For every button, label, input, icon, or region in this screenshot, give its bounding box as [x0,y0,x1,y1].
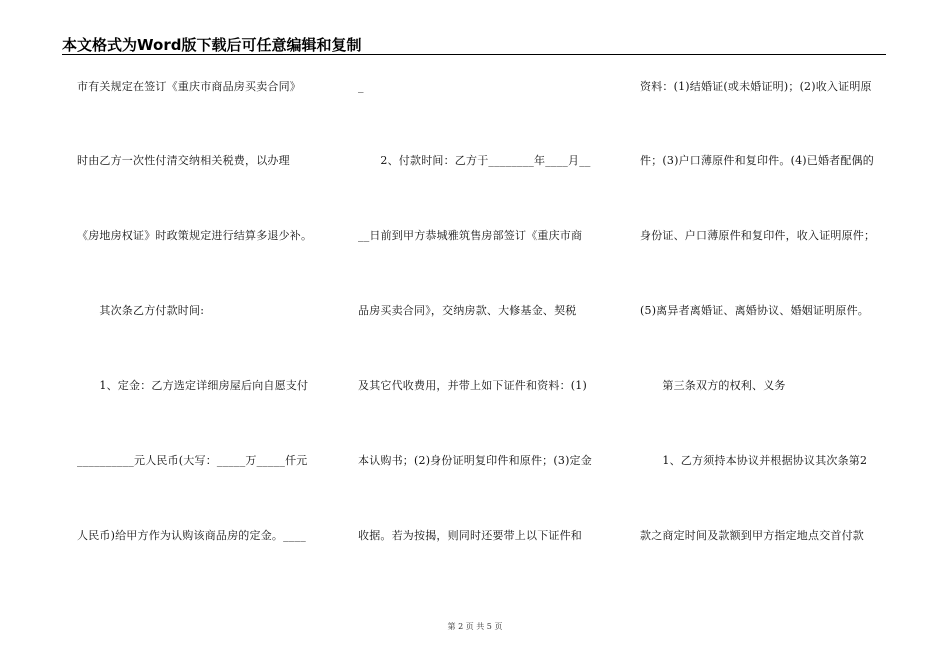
column-3-line-2: 件；(3)户口薄原件和复印件。(4)已婚者配偶的 [640,154,874,167]
column-2-line-6: 本认购书；(2)身份证明复印件和原件；(3)定金 [358,454,592,467]
page-number-footer: 第 2 页 共 5 页 [447,622,503,631]
column-3-line-4: (5)离异者离婚证、离婚协议、婚姻证明原件。 [640,304,869,317]
column-2-line-4: 品房买卖合同》，交纳房款、大修基金、契税 [358,304,577,317]
column-3-line-6: 1、乙方须持本协议并根据协议其次条第2 [640,454,868,467]
column-1-line-3: 《房地房权证》时政策规定进行结算多退少补。 [77,229,313,242]
column-3-line-1: 资料：(1)结婚证(或未婚证明)；(2)收入证明原 [640,80,872,93]
column-1-line-6: __________元人民币(大写：_____万_____仟元 [77,454,308,467]
column-1-line-2: 时由乙方一次性付清交纳相关税费，以办理 [77,154,290,167]
column-2-line-5: 及其它代收费用，并带上如下证件和资料：(1) [358,379,587,392]
column-1-line-7: 人民币)给甲方作为认购该商品房的定金。____ [77,529,306,542]
column-1-line-5: 1、定金：乙方选定详细房屋后向自愿支付 [77,379,309,392]
column-2-line-7: 收据。若为按揭，则同时还要带上以下证件和 [358,529,582,542]
column-3-line-5: 第三条双方的权利、义务 [640,379,786,392]
column-1-line-4: 其次条乙方付款时间: [77,304,205,317]
column-3-line-7: 款之商定时间及款额到甲方指定地点交首付款 [640,529,864,542]
column-3-line-3: 身份证、户口薄原件和复印件，收入证明原件； [640,229,876,242]
header-divider [62,54,886,55]
column-2-line-1: _ [358,80,364,93]
column-1-line-1: 市有关规定在签订《重庆市商品房买卖合同》 [77,80,301,93]
column-2-line-3: __日前到甲方恭城雅筑售房部签订《重庆市商 [358,229,583,242]
column-2-line-2: 2、付款时间：乙方于________年____月__ [358,154,591,167]
document-header-title: 本文格式为Word版下载后可任意编辑和复制 [62,36,362,54]
